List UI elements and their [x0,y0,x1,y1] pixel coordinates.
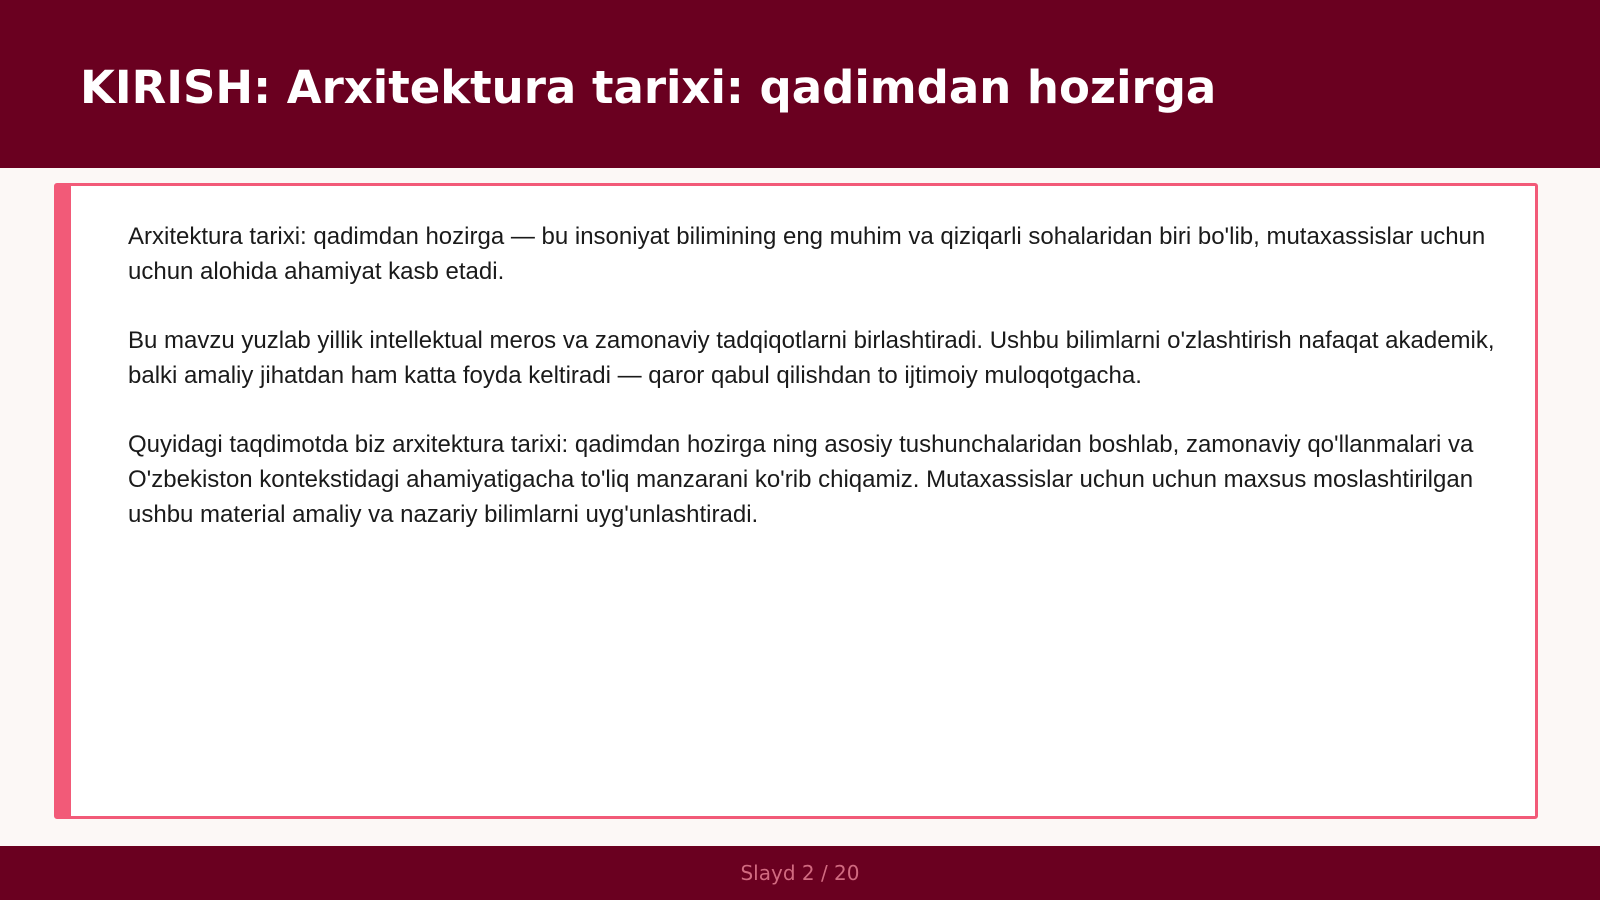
paragraph-intro: Arxitektura tarixi: qadimdan hozirga — bu insoniyat bilimining eng muhim va qiziqarli sohalaridan biri bo'lib, mutaxassislar uchun uchun alohida ahamiyat kasb etadi. [128,223,1486,285]
slide-title: KIRISH: Arxitektura tarixi: qadimdan hozirga [80,61,1217,114]
slide-footer [0,846,1600,900]
paragraph-overview: Quyidagi taqdimotda biz arxitektura tarixi: qadimdan hozirga ning asosiy tushunchalaridan boshlab, zamonaviy qo'llanmalari va O'zbekiston kontekstidagi ahamiyatigacha to'liq manzarani ko'rib chiqamiz. Mutaxassislar uchun uchun maxsus moslashtirilgan ushbu material amaliy va nazariy bilimlarni uyg'unlashtiradi. [128,431,1474,528]
content-card [54,183,1538,819]
slide-header [0,0,1600,168]
paragraph-topic: Bu mavzu yuzlab yillik intellektual meros va zamonaviy tadqiqotlarni birlashtiradi. Ushbu bilimlarni o'zlashtirish nafaqat akademik, balki amaliy jihatdan ham katta foyda keltiradi — qaror qabul qilishdan to ijtimoiy muloqotgacha. [128,327,1495,389]
content-body [128,219,1533,566]
slide-counter: Slayd 2 / 20 [740,861,860,885]
